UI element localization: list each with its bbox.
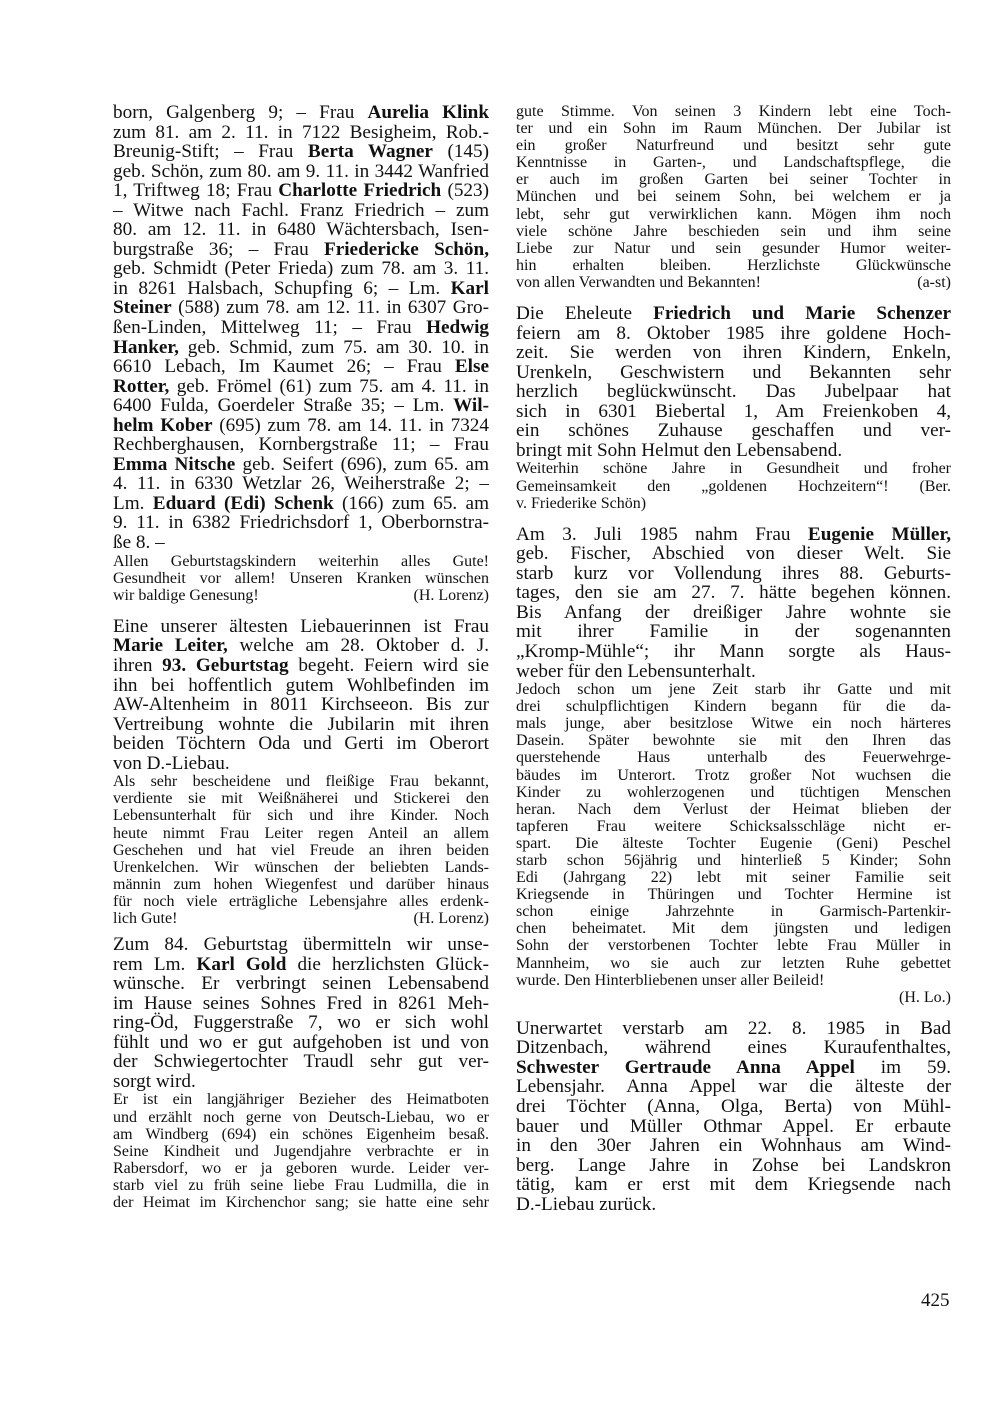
text-run: geb. Schmid, zum 75. am 30. 10. in (178, 336, 489, 358)
body-line: ein großer Naturfreund und besitzt sehr gute (516, 137, 951, 155)
text-run: ihn bei hoffentlich gutem Wohlbefinden im (113, 674, 489, 696)
text-line (113, 220, 489, 240)
body-line: Seine Kindheit und Jugendjahre verbrachte er in (113, 1142, 489, 1160)
body-line: tapferen Frau weitere Schicksalsschläge nicht er- (516, 817, 951, 835)
text-run: ßen-Linden, Mittelweg 11; – Frau (113, 317, 427, 339)
text-run: D.-Liebau zurück. (516, 1193, 657, 1215)
closing-line: Allen Geburtstagskindern weiterhin alles Gute! (113, 552, 489, 570)
bold-name: Schwester Gertraude Anna Appel (516, 1056, 855, 1078)
bold-name: Karl Gold (196, 953, 287, 975)
body-line: drei schulpflichtigen Kindern begann für die da- (516, 698, 951, 716)
leiter-article-body (113, 773, 489, 910)
text-line (113, 455, 489, 475)
body-line: Rabersdorf, wo er ja geboren wurde. Leider ver- (113, 1159, 489, 1177)
body-line: lich Gute! (113, 909, 178, 927)
text-line (113, 715, 489, 735)
text-run: starb kurz vor Vollendung ihres 88. Geburts- (516, 562, 951, 584)
text-line (113, 474, 489, 494)
text-run: 6610 Lebach, Im Kaumet 26; – Frau (113, 356, 455, 378)
body-line: Liebe zur Natur und sein gesunder Humor weiter- (516, 239, 951, 257)
text-run: rem Lm. (113, 953, 197, 975)
text-run: geb. Seifert (696), zum 65. am (235, 453, 489, 475)
text-run: im 59. (854, 1056, 951, 1078)
gold-continued-body (516, 103, 951, 274)
body-line: Geschehen und hat viel Freude an ihren beiden (113, 841, 489, 859)
text-run: die herzlichsten Glück- (286, 953, 490, 975)
bold-name: Charlotte Friedrich (278, 180, 442, 202)
mueller-article-body (516, 681, 951, 972)
leiter-signature-row (113, 910, 489, 927)
closing-line: wir baldige Genesung! (113, 586, 259, 604)
bold-name: Hanker, (113, 336, 179, 358)
bold-name: Emma Nitsche (113, 453, 236, 475)
body-line: v. Friederike Schön) (516, 494, 647, 512)
text-line (113, 396, 489, 416)
text-run: zum 81. am 2. 11. in 7122 Besigheim, Rob.- (113, 121, 489, 143)
text-run: beiden Töchtern Oda und Gerti im Oberort (113, 733, 489, 755)
text-line (113, 103, 489, 123)
text-run: 80. am 12. 11. in 6480 Wächtersbach, Isen- (113, 219, 489, 241)
bold-name: Else (454, 356, 489, 378)
body-line: und erzählt noch gerne von Deutsch-Liebau, wo er (113, 1108, 489, 1126)
body-line: verdiente sie mit Weißnäherei und Stickerei den (113, 790, 489, 808)
text-line (516, 1156, 951, 1176)
birthday-list-body (113, 103, 489, 553)
leiter-article (113, 617, 489, 927)
text-run: Unerwartet verstarb am 22. 8. 1985 in Bad (516, 1017, 951, 1039)
closing-line: Gesundheit vor allem! Unseren Kranken wünschen (113, 569, 489, 587)
body-line: Weiterhin schöne Jahre in Gesundheit und froher (516, 460, 951, 478)
text-run: Lm. (113, 492, 153, 514)
text-line (113, 416, 489, 436)
text-line (516, 1019, 951, 1039)
bold-name: Aurelia Klink (367, 102, 489, 123)
appel-article-lead (516, 1019, 951, 1214)
bold-name: Marie Leiter, (113, 635, 228, 657)
text-run: ring-Öd, Fuggerstraße 7, wo er sich wohl (113, 1012, 489, 1034)
text-run: (695) zum 78. am 14. 11. in 7324 (212, 414, 489, 436)
body-line: Dasein. Später bewohnte sie mit den Ihren das (516, 732, 951, 750)
text-run: Rechberghausen, Kornbergstraße 11; – Frau (113, 434, 489, 456)
birthday-list (113, 103, 489, 604)
text-run: Lebensjahr. Anna Appel war die älteste der (516, 1076, 951, 1098)
text-line (113, 533, 489, 553)
text-line (113, 734, 489, 754)
mueller-article (516, 525, 951, 1006)
text-line (113, 1072, 489, 1092)
text-line (113, 240, 489, 260)
bold-name: Berta Wagner (307, 141, 433, 163)
text-line (113, 935, 489, 955)
body-line: Kinder zu wohlerzogenen und tüchtigen Menschen (516, 783, 951, 801)
text-line (113, 1033, 489, 1053)
birthday-list-closing (113, 553, 489, 604)
text-line (113, 377, 489, 397)
left-column (113, 103, 489, 1211)
text-run: Am 3. Juli 1985 nahm Frau (516, 523, 808, 545)
text-line (113, 142, 489, 162)
schenzer-article (516, 304, 951, 512)
body-line: Er ist ein langjähriger Bezieher des Heimatboten (113, 1091, 489, 1109)
bold-name: Friedericke Schön, (323, 238, 489, 260)
leiter-article-lead (113, 617, 489, 773)
text-line (113, 1052, 489, 1072)
text-run: ße 8. – (113, 532, 165, 554)
text-run: drei Töchter (Anna, Olga, Berta) von Mühl- (516, 1096, 951, 1118)
text-run: geb. Schön, zum 80. am 9. 11. in 3442 Wanfried (113, 160, 489, 182)
body-line: starb viel zu früh seine liebe Frau Ludmilla, die in (113, 1176, 489, 1194)
text-run: fühlt und wo er gut aufgehoben ist und von (113, 1031, 489, 1053)
body-line: von allen Verwandten und Bekannten! (516, 273, 761, 291)
text-run: Bis Anfang der dreißiger Jahre wohnte sie (516, 601, 951, 623)
text-line (516, 1195, 951, 1215)
text-line (113, 617, 489, 637)
body-line: Mannheim, wo sie auch zur letzten Ruhe gebettet (516, 954, 951, 972)
text-run: im Hause seines Sohnes Fred in 8261 Meh- (113, 992, 489, 1014)
gold-article-lead (113, 935, 489, 1091)
text-line (113, 974, 489, 994)
text-line (113, 754, 489, 774)
text-run: geb. Fischer, Abschied von dieser Welt. Sie (516, 543, 951, 565)
text-run: wünsche. Er verbringt seinen Lebensabend (113, 973, 489, 995)
text-run: herzlich beglückwünscht. Das Jubelpaar hat (516, 381, 951, 403)
body-line: schon einige Jahrzehnte in Garmisch-Partenkir- (516, 903, 951, 921)
author-signature: (H. Lorenz) (413, 909, 489, 927)
text-line (113, 318, 489, 338)
text-line (516, 382, 951, 402)
text-line (516, 1058, 951, 1078)
text-line (516, 583, 951, 603)
body-line: gute Stimme. Von seinen 3 Kindern lebt eine Toch- (516, 103, 951, 120)
text-run: born, Galgenberg 9; – Frau (113, 102, 368, 123)
text-run: tages, den sie am 27. 7. hätte begehen können. (516, 582, 951, 604)
bold-name: Steiner (113, 297, 172, 319)
text-line (113, 201, 489, 221)
text-line (516, 1077, 951, 1097)
text-line (113, 955, 489, 975)
mueller-article-lead (516, 525, 951, 681)
text-line (516, 525, 951, 545)
text-run: welche am 28. Oktober d. J. (227, 635, 489, 657)
closing-signature-row (113, 587, 489, 604)
author-signature: (H. Lorenz) (413, 586, 489, 604)
text-run: Breunig-Stift; – Frau (113, 141, 308, 163)
text-run: sorgt wird. (113, 1070, 196, 1092)
body-line: querstehende Haus unterhalb des Feuerwehrge- (516, 749, 951, 767)
bold-name: Wil- (453, 395, 489, 417)
gold-signature-row (516, 274, 951, 291)
body-line: Als sehr bescheidene und fleißige Frau bekannt, (113, 773, 489, 791)
body-line: der Heimat im Kirchenchor sang; sie hatte eine sehr (113, 1194, 489, 1212)
gold-article-continued (516, 103, 951, 291)
bold-name: 93. Geburtstag (162, 654, 289, 676)
text-line (516, 421, 951, 441)
text-run: „Kromp-Mühle“; ihr Mann sorgte als Haus- (516, 640, 951, 662)
text-run: Urenkeln, Geschwistern und Bekannten sehr (516, 361, 951, 383)
text-run: der Schwiegertochter Traudl sehr gut ver- (113, 1051, 489, 1073)
text-run: bringt mit Sohn Helmut den Lebensabend. (516, 439, 843, 461)
body-line: Lebensunterhalt für sich und ihre Kinder. Noch (113, 807, 489, 825)
text-line (516, 603, 951, 623)
body-line: am Windberg (694) ein schönes Eigenheim besaß. (113, 1125, 489, 1143)
text-line (113, 435, 489, 455)
text-run: Zum 84. Geburtstag übermitteln wir unse- (113, 934, 489, 956)
body-line: mals junge, aber besitzlose Witwe ein noch härteres (516, 715, 951, 733)
text-run: berg. Lange Jahre in Zohse bei Landskron (516, 1154, 951, 1176)
body-line: München und bei seinem Sohn, bei welchem er ja (516, 188, 951, 206)
text-line (113, 513, 489, 533)
body-line: Gemeinsamkeit den „goldenen Hochzeitern“! (Ber. (516, 477, 951, 495)
text-line (113, 259, 489, 279)
body-line: starb schon 56jährig und hinterließ 5 Kinder; Sohn (516, 852, 951, 869)
text-line (516, 324, 951, 344)
body-line: Urenkelchen. Wir wünschen der beliebten Lands- (113, 858, 489, 876)
body-line: Sohn der verstorbenen Tochter lebte Frau Müller in (516, 937, 951, 955)
text-line (516, 363, 951, 383)
gold-article (113, 935, 489, 1211)
text-line (516, 564, 951, 584)
text-line (113, 1013, 489, 1033)
text-run: von D.-Liebau. (113, 752, 230, 774)
text-line (113, 695, 489, 715)
schenzer-article-body (516, 460, 951, 494)
text-run: in 8261 Halsbach, Schupfing 6; – Lm. (113, 277, 451, 299)
body-line: Kriegsende in Thüringen und Tochter Hermine ist (516, 886, 951, 904)
bold-name: Eugenie Müller, (807, 523, 952, 545)
text-line (516, 622, 951, 642)
body-line: lebt, sehr gut verwirklichen kann. Mögen ihm noch (516, 205, 951, 223)
schenzer-article-lead (516, 304, 951, 460)
text-line (516, 544, 951, 564)
body-line: heran. Nach dem Verlust der Heimat blieben der (516, 800, 951, 818)
text-run: 6400 Fulda, Goerdeler Straße 35; – Lm. (113, 395, 454, 417)
text-run: mit ihrer Familie in der sogenannten (516, 621, 951, 643)
text-run: geb. Frömel (61) zum 75. am 4. 11. in (169, 375, 489, 397)
text-line (113, 676, 489, 696)
text-run: (145) (432, 141, 489, 163)
text-run: (166) zum 65. am (333, 492, 489, 514)
appel-article (516, 1019, 951, 1214)
text-line (113, 357, 489, 377)
text-line (113, 162, 489, 182)
text-run: Eine unserer ältesten Liebauerinnen ist Frau (113, 615, 489, 637)
bold-name: Friedrich und Marie Schenzer (653, 303, 951, 325)
text-line (113, 298, 489, 318)
text-line (113, 636, 489, 656)
text-line (516, 662, 951, 682)
text-run: 4. 11. in 6330 Wetzlar 26, Weiherstraße 2; – (113, 473, 489, 495)
bold-name: Eduard (Edi) Schenk (152, 492, 334, 514)
text-line (516, 304, 951, 324)
body-line: spart. Die älteste Tochter Eugenie (Geni) Peschel (516, 834, 951, 852)
author-signature: (a-st) (917, 273, 951, 291)
bold-name: helm Kober (113, 414, 213, 436)
text-run: 9. 11. in 6382 Friedrichsdorf 1, Oberbornstra- (113, 512, 489, 534)
body-line: chen beheimatet. Mit dem jüngsten und ledigen (516, 920, 951, 938)
body-line: Edi (Jahrgang 22) lebt mit seiner Familie seit (516, 869, 951, 887)
body-line: wurde. Den Hinterbliebenen unser aller Beileid! (516, 971, 825, 989)
body-line: er auch im großen Garten bei seiner Tochter in (516, 171, 951, 189)
text-run: ihren (113, 654, 163, 676)
body-line: Kenntnisse in Garten-, und Landschaftspflege, die (516, 154, 951, 172)
text-run: Vertreibung wohnte die Jubilarin mit ihren (113, 713, 489, 735)
text-run: Ditzenbach, während eines Kuraufenthaltes, (516, 1037, 951, 1059)
text-line (113, 123, 489, 143)
bold-name: Karl (450, 277, 489, 299)
text-run: sich in 6301 Biebertal 1, Am Freienkoben 4, (516, 400, 951, 422)
text-run: burgstraße 36; – Frau (113, 238, 324, 260)
body-line: Jedoch schon um jene Zeit starb ihr Gatte und mit (516, 681, 951, 699)
bold-name: Hedwig (426, 317, 489, 339)
text-run: zeit. Sie werden von ihren Kindern, Enkeln, (516, 342, 951, 364)
page-number: 425 (921, 1290, 950, 1311)
text-run: 1, Triftweg 18; Frau (113, 180, 279, 202)
text-line (516, 1175, 951, 1195)
text-run: ein schönes Zuhause geschaffen und ver- (516, 420, 951, 442)
body-line: für noch viele erträgliche Lebensjahre alles erdenk- (113, 892, 489, 910)
body-line: ter und ein Sohn im Raum München. Der Jubilar ist (516, 120, 951, 138)
gold-article-body (113, 1091, 489, 1211)
text-line (516, 441, 951, 461)
text-line (516, 1117, 951, 1137)
text-run: – Witwe nach Fachl. Franz Friedrich – zum (113, 199, 489, 221)
text-line (113, 181, 489, 201)
text-run: AW-Altenheim in 8011 Kirchseeon. Bis zur (113, 694, 489, 716)
text-run: geb. Schmidt (Peter Frieda) zum 78. am 3. 11. (113, 258, 489, 280)
text-line (516, 1097, 951, 1117)
text-run: (588) zum 78. am 12. 11. in 6307 Gro- (171, 297, 489, 319)
text-run: (523) (441, 180, 489, 202)
text-line (113, 338, 489, 358)
text-line (516, 343, 951, 363)
schenzer-last-row (516, 495, 951, 512)
body-line: männin zum hohen Wiegenfest und darüber hinaus (113, 875, 489, 893)
body-line: hin erhalten bleiben. Herzlichste Glückwünsche (516, 256, 951, 274)
text-line (113, 494, 489, 514)
author-signature: (H. Lo.) (899, 988, 951, 1006)
text-line (516, 1038, 951, 1058)
body-line: heute nimmt Frau Leiter regen Anteil an allem (113, 824, 489, 842)
text-line (113, 994, 489, 1014)
body-line: viele schöne Jahre beschieden sein und ihm seine (516, 222, 951, 240)
bold-name: Rotter, (113, 375, 170, 397)
text-run: Die Eheleute (516, 303, 654, 325)
text-line (113, 279, 489, 299)
right-column (516, 103, 951, 1214)
text-run: begeht. Feiern wird sie (288, 654, 489, 676)
text-run: bauer und Müller Othmar Appel. Er erbaute (516, 1115, 951, 1137)
body-line: bäudes im Unterort. Trotz großer Not wuchsen die (516, 766, 951, 784)
mueller-last-row (516, 972, 951, 1006)
text-run: in den 30er Jahren ein Wohnhaus am Wind- (516, 1135, 951, 1157)
text-run: tätig, kam er erst mit dem Kriegsende nach (516, 1174, 951, 1196)
text-line (516, 1136, 951, 1156)
text-line (516, 402, 951, 422)
text-run: feiern am 8. Oktober 1985 ihre goldene Hoch- (516, 322, 951, 344)
text-run: weber für den Lebensunterhalt. (516, 660, 756, 682)
text-line (113, 656, 489, 676)
text-line (516, 642, 951, 662)
